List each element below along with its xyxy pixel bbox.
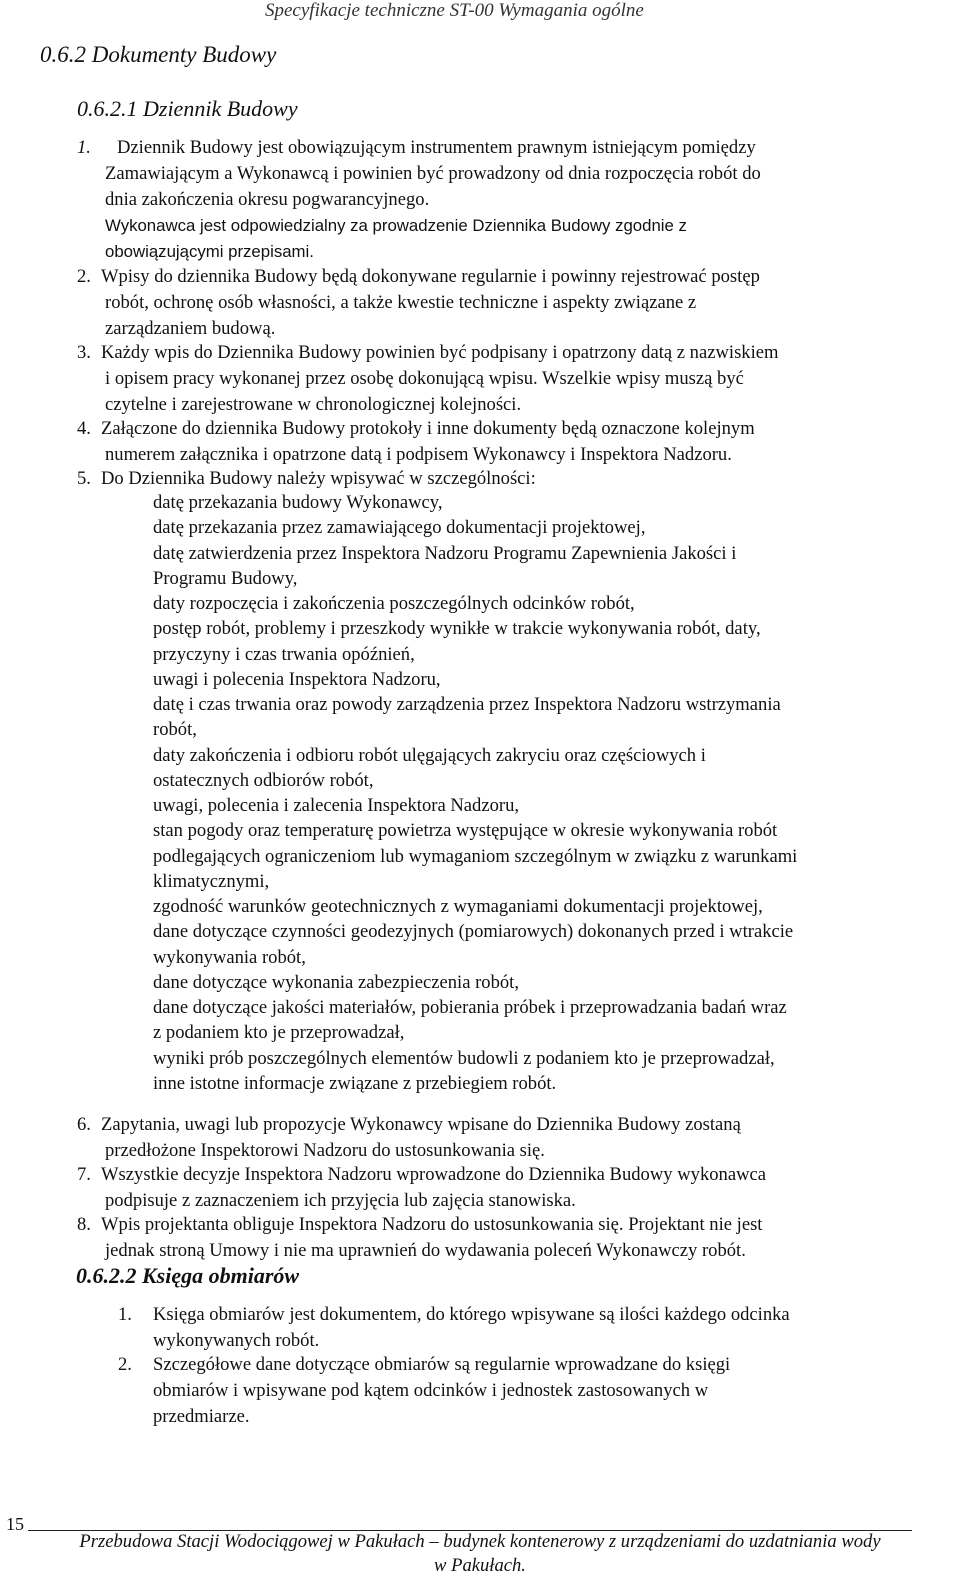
list-item: datę przekazania budowy Wykonawcy, (153, 492, 443, 513)
text-line: Zamawiającym a Wykonawcą i powinien być prowadzony od dnia rozpoczęcia robót do (105, 163, 761, 184)
text-line: przedmiarze. (153, 1406, 250, 1427)
list-item: daty zakończenia i odbioru robót ulęgających zakryciu oraz częściowych i (153, 744, 706, 766)
text-line: robót, ochronę osób własności, a także kwestie techniczne i aspekty związane z (105, 292, 697, 313)
paragraph-number: 7. (77, 1164, 91, 1185)
list-item: stan pogody oraz temperaturę powietrza występujące w okresie wykonywania robót (153, 820, 778, 842)
paragraph-number: 4. (77, 418, 91, 439)
paragraph-number: 8. (77, 1214, 91, 1235)
text-line: numerem załącznika i opatrzone datą i podpisem Wykonawcy i Inspektora Nadzoru. (105, 444, 732, 465)
text-line: Do Dziennika Budowy należy wpisywać w szczególności: (101, 468, 536, 489)
list-item: dane dotyczące wykonania zabezpieczenia robót, (153, 971, 519, 993)
footer-line-1: Przebudowa Stacji Wodociągowej w Pakułach – budynek kontenerowy z urządzeniami do uzdatniania wody (79, 1531, 881, 1552)
text-line: zarządzaniem budową. (105, 318, 276, 339)
text-line: wykonywanych robót. (153, 1330, 320, 1351)
text-line: Każdy wpis do Dziennika Budowy powinien być podpisany i opatrzony datą z nazwiskiem (101, 342, 779, 363)
text-line: i opisem pracy wykonanej przez osobę dokonującą wpisu. Wszelkie wpisy muszą być (105, 368, 744, 389)
list-item: klimatycznymi, (153, 870, 270, 892)
list-item: datę i czas trwania oraz powody zarządzenia przez Inspektora Nadzoru wstrzymania (153, 694, 781, 715)
list-item: uwagi, polecenia i zalecenia Inspektora Nadzoru, (153, 795, 520, 816)
text-line: jednak stroną Umowy i nie ma uprawnień do wydawania poleceń Wykonawczy robót. (105, 1240, 746, 1261)
text-line: obowiązującymi przepisami. (105, 242, 314, 261)
text-line: dnia zakończenia okresu pogwarancyjnego. (105, 189, 430, 210)
paragraph-number: 6. (77, 1114, 91, 1135)
list-item: dane dotyczące jakości materiałów, pobierania próbek i przeprowadzania badań wraz (153, 997, 787, 1018)
text-line: Szczegółowe dane dotyczące obmiarów są regularnie wprowadzane do księgi (153, 1354, 731, 1375)
list-item: postęp robót, problemy i przeszkody wynikłe w trakcie wykonywania robót, daty, (153, 618, 761, 640)
list-item: ostatecznych odbiorów robót, (153, 769, 374, 791)
list-item: inne istotne informacje związane z przebiegiem robót. (153, 1072, 557, 1094)
list-item: wyniki prób poszczególnych elementów budowli z podaniem kto je przeprowadzał, (153, 1047, 775, 1069)
list-item: Programu Budowy, (153, 567, 298, 589)
text-line: Wszystkie decyzje Inspektora Nadzoru wprowadzone do Dziennika Budowy wykonawca (101, 1164, 767, 1185)
text-line: Wykonawca jest odpowiedzialny za prowadzenie Dziennika Budowy zgodnie z (105, 216, 687, 235)
text-line: podpisuje z zaznaczeniem ich przyjęcia lub zajęcia stanowiska. (105, 1190, 576, 1211)
paragraph-number: 2. (77, 266, 91, 287)
page-number: 15 (6, 1514, 24, 1534)
paragraph-number: 5. (77, 468, 91, 489)
footer-line-2: w Pakułach. (434, 1555, 526, 1576)
text-line: czytelne i zarejestrowane w chronologicznej kolejności. (105, 394, 522, 415)
list-item: datę zatwierdzenia przez Inspektora Nadzoru Programu Zapewnienia Jakości i (153, 542, 737, 564)
text-line: Dziennik Budowy jest obowiązującym instrumentem prawnym istniejącym pomiędzy (117, 137, 756, 158)
text-line: Załączone do dziennika Budowy protokoły i inne dokumenty będą oznaczone kolejnym (101, 418, 755, 439)
text-line: obmiarów i wpisywane pod kątem odcinków i jednostek zastosowanych w (153, 1380, 709, 1401)
text-line: Księga obmiarów jest dokumentem, do którego wpisywane są ilości każdego odcinka (153, 1304, 790, 1325)
page-footer (0, 1530, 960, 1578)
text-line: Wpis projektanta obliguje Inspektora Nadzoru do ustosunkowania się. Projektant nie jest (101, 1214, 763, 1235)
section-title: 0.6.2 Dokumenty Budowy (40, 42, 277, 67)
list-number: 1. (118, 1304, 132, 1325)
page-header: Specyfikacje techniczne ST-00 Wymagania ogólne (265, 0, 644, 21)
list-item: przyczyny i czas trwania opóźnień, (153, 643, 415, 665)
list-item: podlegających ograniczeniom lub wymaganiom szczególnym w związku z warunkami (153, 845, 798, 867)
paragraph-number: 3. (77, 342, 91, 363)
list-item: zgodność warunków geotechnicznych z wymaganiami dokumentacji projektowej, (153, 896, 763, 917)
subsection-title-ksiega: 0.6.2.2 Księga obmiarów (76, 1263, 300, 1288)
list-item: dane dotyczące czynności geodezyjnych (pomiarowych) dokonanych przed i wtrakcie (153, 921, 794, 943)
list-item: z podaniem kto je przeprowadzał, (153, 1022, 405, 1044)
list-item: daty rozpoczęcia i zakończenia poszczególnych odcinków robót, (153, 593, 635, 614)
list-item: wykonywania robót, (153, 946, 306, 968)
list-number: 2. (118, 1354, 132, 1375)
list-item: datę przekazania przez zamawiającego dokumentacji projektowej, (153, 517, 646, 539)
list-item: uwagi i polecenia Inspektora Nadzoru, (153, 668, 441, 690)
paragraph-number: 1. (77, 137, 91, 158)
text-line: Wpisy do dziennika Budowy będą dokonywane regularnie i powinny rejestrować postęp (101, 266, 760, 287)
subsection-title-dziennik: 0.6.2.1 Dziennik Budowy (77, 96, 298, 121)
text-line: Zapytania, uwagi lub propozycje Wykonawcy wpisane do Dziennika Budowy zostaną (101, 1114, 741, 1135)
list-item: robót, (153, 719, 197, 741)
text-line: przedłożone Inspektorowi Nadzoru do ustosunkowania się. (105, 1140, 545, 1161)
